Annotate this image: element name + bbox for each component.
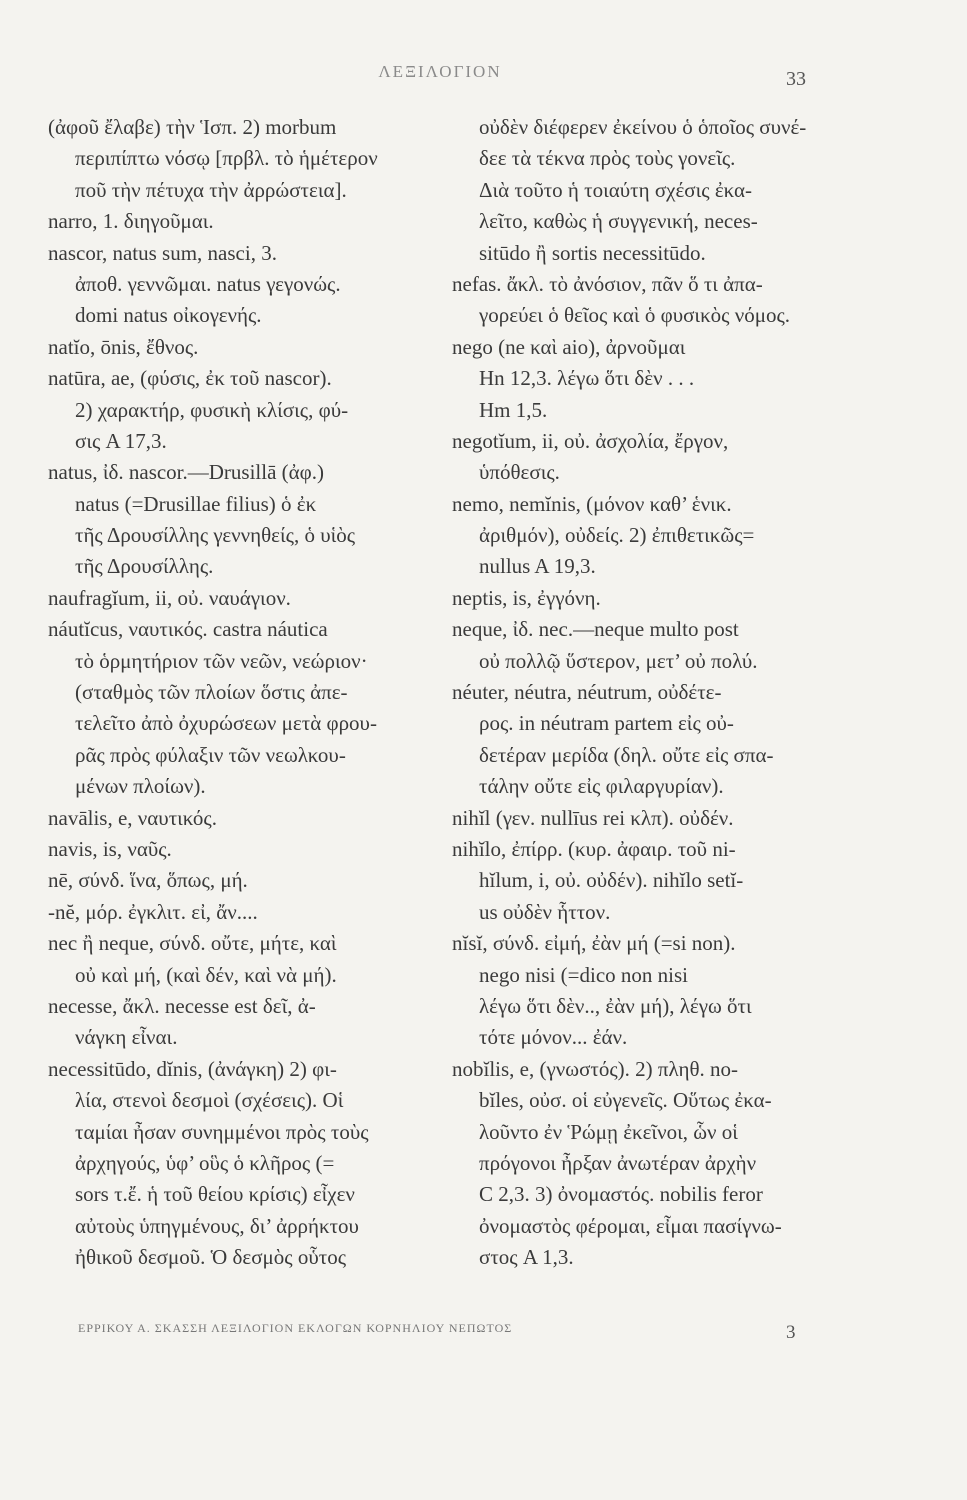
dictionary-line: ὀνομαστὸς φέρομαι, εἶμαι πασίγνω- bbox=[479, 1213, 782, 1238]
dictionary-line: nē, σύνδ. ἵνα, ὅπως, μή. bbox=[48, 868, 248, 893]
dictionary-line: néuter, néutra, néutrum, οὐδέτε- bbox=[452, 680, 722, 705]
dictionary-line: τότε μόνον... ἐάν. bbox=[479, 1025, 628, 1050]
dictionary-line: C 2,3. 3) ὀνομαστός. nobilis feror bbox=[479, 1182, 763, 1207]
dictionary-line: ἠθικοῦ δεσμοῦ. Ὁ δεσμὸς οὗτος bbox=[75, 1245, 347, 1270]
dictionary-line: σις A 17,3. bbox=[75, 428, 167, 453]
dictionary-line: narro, 1. διηγοῦμαι. bbox=[48, 209, 214, 234]
dictionary-line: οὐ πολλῷ ὕστερον, μετ’ οὐ πολύ. bbox=[479, 648, 758, 673]
right-column bbox=[452, 112, 852, 1273]
dictionary-line: ταμίαι ἦσαν συνημμένοι πρὸς τοὺς bbox=[75, 1119, 369, 1144]
dictionary-line: nĭsĭ, σύνδ. εἰμή, ἐὰν μή (=si non). bbox=[452, 931, 736, 956]
dictionary-line: 2) χαρακτήρ, φυσικὴ κλίσις, φύ- bbox=[75, 397, 349, 422]
running-header-title: ΛΕΞΙΛΟΓΙΟΝ bbox=[378, 62, 502, 81]
dictionary-line: Hm 1,5. bbox=[479, 397, 548, 422]
dictionary-line: ἀποθ. γεννῶμαι. natus γεγονώς. bbox=[75, 271, 341, 296]
dictionary-line: nego (ne καὶ aio), ἀρνοῦμαι bbox=[452, 334, 686, 359]
dictionary-line: natĭo, ōnis, ἔθνος. bbox=[48, 334, 199, 359]
dictionary-line: ἀρχηγούς, ὑφ’ οὓς ὁ κλῆρος (= bbox=[75, 1150, 335, 1175]
dictionary-line: μένων πλοίων). bbox=[75, 774, 206, 799]
dictionary-line: nascor, natus sum, nasci, 3. bbox=[48, 240, 277, 265]
dictionary-line: natus, ἰδ. nascor.—Drusillā (ἀφ.) bbox=[48, 460, 325, 485]
dictionary-line: bĭles, οὐσ. οἱ εὐγενεῖς. Οὕτως ἐκα- bbox=[479, 1088, 772, 1113]
page-number: 33 bbox=[786, 68, 806, 90]
dictionary-line: πρόγονοι ἦρξαν ἀνωτέραν ἀρχὴν bbox=[479, 1150, 757, 1175]
dictionary-line: Διὰ τοῦτο ἡ τοιαύτη σχέσις ἐκα- bbox=[479, 177, 753, 202]
dictionary-line: sors τ.ἔ. ἡ τοῦ θείου κρίσις) εἶχεν bbox=[75, 1182, 355, 1207]
dictionary-line: δεε τὰ τέκνα πρὸς τοὺς γονεῖς. bbox=[479, 146, 736, 171]
dictionary-line: λοῦντο ἐν Ῥώμῃ ἐκεῖνοι, ὧν οἱ bbox=[479, 1119, 738, 1144]
dictionary-line: hĭlum, i, οὐ. οὐδέν). nihĭlo setĭ- bbox=[479, 868, 744, 893]
dictionary-line: οὐδὲν διέφερεν ἐκείνου ὁ ὁποῖος συνέ- bbox=[479, 115, 807, 139]
dictionary-line: nefas. ἄκλ. τὸ ἀνόσιον, πᾶν ὅ τι ἀπα- bbox=[452, 271, 763, 296]
dictionary-line: δετέραν μερίδα (δηλ. οὔτε εἰς σπα- bbox=[479, 742, 774, 767]
dictionary-line: (ἀφοῦ ἔλαβε) τὴν Ἱσπ. 2) morbum bbox=[48, 115, 337, 139]
dictionary-line: náutĭcus, ναυτικός. castra náutica bbox=[48, 617, 328, 642]
dictionary-line: ἀριθμόν), οὐδείς. 2) ἐπιθετικῶς= bbox=[479, 523, 755, 548]
dictionary-line: τελεῖτο ἀπὸ ὀχυρώσεων μετὰ φρου- bbox=[75, 711, 377, 736]
dictionary-line: τὸ ὁρμητήριον τῶν νεῶν, νεώριον· bbox=[75, 648, 368, 673]
dictionary-line: navālis, e, ναυτικός. bbox=[48, 805, 217, 830]
dictionary-line: οὐ καὶ μή, (καὶ δέν, καὶ νὰ μή). bbox=[75, 962, 337, 987]
left-column bbox=[48, 112, 433, 1273]
dictionary-line: λία, στενοὶ δεσμοὶ (σχέσεις). Οἱ bbox=[75, 1088, 344, 1113]
dictionary-line: nobĭlis, e, (γνωστός). 2) πληθ. no- bbox=[452, 1056, 739, 1081]
dictionary-line: nihĭl (γεν. nullīus rei κλπ). οὐδέν. bbox=[452, 805, 734, 830]
dictionary-line: naufragĭum, ii, οὐ. ναυάγιον. bbox=[48, 585, 291, 610]
dictionary-line: necesse, ἄκλ. necesse est δεῖ, ἀ- bbox=[48, 993, 316, 1018]
dictionary-line: νάγκη εἶναι. bbox=[75, 1025, 178, 1050]
dictionary-line: (σταθμὸς τῶν πλοίων ὅστις ἀπε- bbox=[75, 680, 348, 705]
dictionary-line: λεῖτο, καθὼς ἡ συγγενική, neces- bbox=[479, 209, 758, 234]
dictionary-line: αὐτοὺς ὑπηγμένους, δι’ ἀρρήκτου bbox=[75, 1213, 359, 1238]
dictionary-line: -nĕ, μόρ. ἐγκλιτ. εἰ, ἄν.... bbox=[48, 899, 258, 924]
dictionary-line: neptis, is, ἐγγόνη. bbox=[452, 585, 601, 610]
dictionary-line: ρᾶς πρὸς φύλαξιν τῶν νεωλκου- bbox=[75, 742, 346, 767]
footer-imprint: ΕΡΡΙΚΟΥ Α. ΣΚΑΣΣΗ ΛΕΞΙΛΟΓΙΟΝ ΕΚΛΟΓΩΝ ΚΟΡΝΗΛΙΟΥ ΝΕΠΩΤΟΣ bbox=[78, 1321, 513, 1335]
dictionary-line: τῆς Δρουσίλλης γεννηθείς, ὁ υἱὸς bbox=[75, 523, 356, 548]
dictionary-line: nego nisi (=dico non nisi bbox=[479, 962, 688, 987]
dictionary-line: us οὐδὲν ἧττον. bbox=[479, 899, 611, 924]
dictionary-line: Hn 12,3. λέγω ὅτι δὲν . . . bbox=[479, 366, 695, 391]
dictionary-line: neque, ἰδ. nec.—neque multo post bbox=[452, 617, 739, 642]
dictionary-line: nec ἢ neque, σύνδ. οὔτε, μήτε, καὶ bbox=[48, 931, 337, 956]
dictionary-line: τάλην οὔτε εἰς φιλαργυρίαν). bbox=[479, 774, 724, 799]
dictionary-line: τῆς Δρουσίλλης. bbox=[75, 554, 214, 579]
dictionary-line: nihĭlo, ἐπίρρ. (κυρ. ἀφαιρ. τοῦ ni- bbox=[452, 836, 736, 861]
dictionary-line: nemo, nemĭnis, (μόνον καθ’ ἑνικ. bbox=[452, 491, 732, 516]
dictionary-line: negotĭum, ii, οὐ. ἀσχολία, ἔργον, bbox=[452, 428, 729, 453]
dictionary-line: domi natus οἰκογενής. bbox=[75, 303, 262, 328]
dictionary-line: ρος. in néutram partem εἰς οὐ- bbox=[479, 711, 734, 736]
printer-signature-number: 3 bbox=[786, 1322, 796, 1343]
dictionary-line: στος A 1,3. bbox=[479, 1245, 574, 1270]
dictionary-line: natūra, ae, (φύσις, ἐκ τοῦ nascor). bbox=[48, 366, 332, 391]
dictionary-line: navis, is, ναῦς. bbox=[48, 836, 172, 861]
dictionary-line: περιπίπτω νόσῳ [πρβλ. τὸ ἡμέτερον bbox=[75, 146, 378, 171]
dictionary-line: necessitūdo, dĭnis, (ἀνάγκη) 2) φι- bbox=[48, 1056, 337, 1081]
dictionary-line: γορεύει ὁ θεῖος καὶ ὁ φυσικὸς νόμος. bbox=[479, 303, 791, 328]
dictionary-line: λέγω ὅτι δὲν.., ἐὰν μή), λέγω ὅτι bbox=[479, 993, 752, 1018]
dictionary-line: nullus A 19,3. bbox=[479, 554, 596, 579]
dictionary-line: ὑπόθεσις. bbox=[479, 460, 560, 485]
dictionary-line: sitūdo ἢ sortis necessitūdo. bbox=[479, 240, 706, 265]
dictionary-line: natus (=Drusillae filius) ὁ ἐκ bbox=[75, 491, 317, 516]
dictionary-line: ποῦ τὴν πέτυχα τὴν ἀρρώστεια]. bbox=[75, 177, 347, 202]
